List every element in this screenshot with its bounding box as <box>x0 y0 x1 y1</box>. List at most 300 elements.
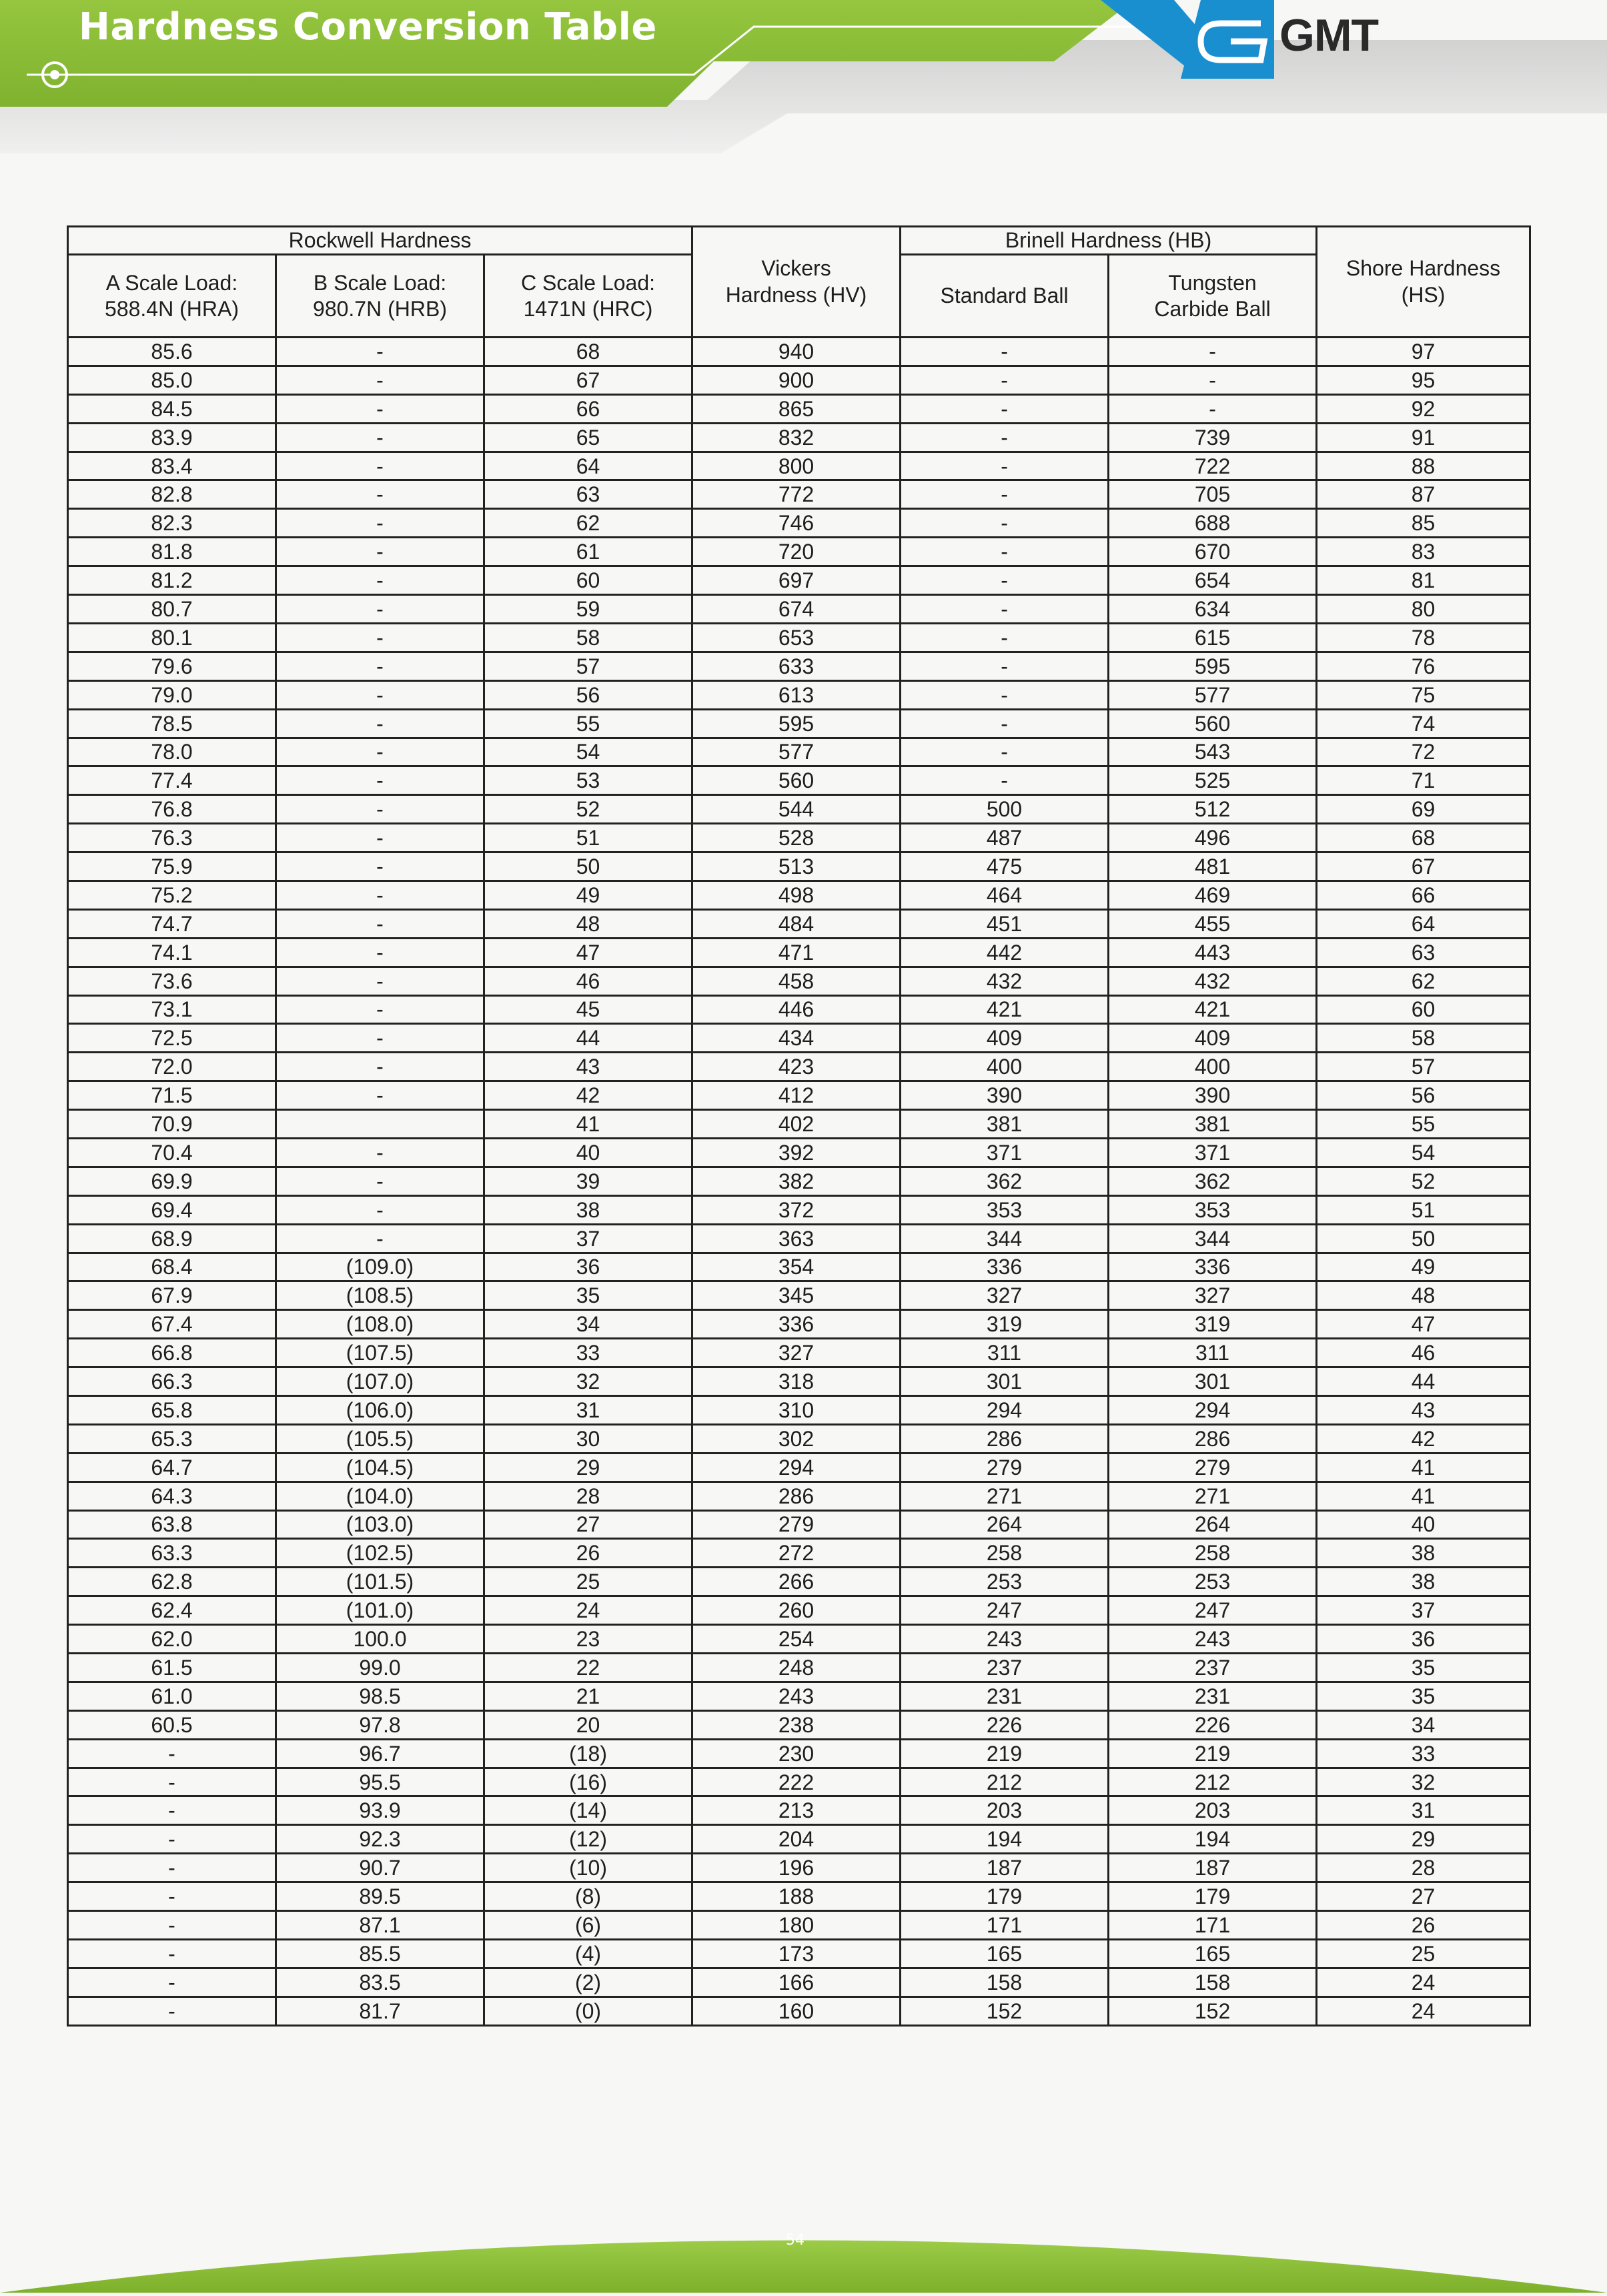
hs-cell: 80 <box>1317 595 1530 624</box>
hs-cell: 51 <box>1317 1195 1530 1224</box>
hrc-cell: 24 <box>484 1596 692 1625</box>
hv-cell: 354 <box>692 1253 901 1281</box>
hb-standard-cell: - <box>901 652 1109 680</box>
hrc-cell: 62 <box>484 509 692 538</box>
hra-cell: 61.5 <box>68 1654 276 1682</box>
hb-standard-cell: 152 <box>901 1996 1109 2025</box>
hv-cell: 423 <box>692 1053 901 1081</box>
hv-cell: 412 <box>692 1081 901 1110</box>
hra-cell: 72.0 <box>68 1053 276 1081</box>
hb-tungsten-cell: - <box>1109 338 1317 366</box>
hb-standard-cell: 237 <box>901 1654 1109 1682</box>
hrb-cell: - <box>276 452 484 480</box>
hs-cell: 78 <box>1317 623 1530 652</box>
hrc-cell: 55 <box>484 709 692 738</box>
hra-cell: - <box>68 1939 276 1968</box>
hb-tungsten-cell: 353 <box>1109 1195 1317 1224</box>
hv-cell: 222 <box>692 1768 901 1796</box>
table-row <box>68 1453 1530 1482</box>
hb-standard-cell: - <box>901 595 1109 624</box>
hs-cell: 49 <box>1317 1253 1530 1281</box>
hb-tungsten-cell: 179 <box>1109 1882 1317 1911</box>
table-row <box>68 1825 1530 1854</box>
hrc-cell: 51 <box>484 824 692 852</box>
hb-tungsten-cell: 319 <box>1109 1310 1317 1339</box>
hb-tungsten-cell: 400 <box>1109 1053 1317 1081</box>
hrb-cell: - <box>276 766 484 795</box>
hb-tungsten-cell: 194 <box>1109 1825 1317 1854</box>
hrb-cell: (108.5) <box>276 1281 484 1310</box>
hra-cell: 76.8 <box>68 795 276 824</box>
hrb-cell: - <box>276 480 484 509</box>
hrc-cell: 44 <box>484 1024 692 1053</box>
table-row <box>68 1568 1530 1596</box>
hs-cell: 35 <box>1317 1682 1530 1710</box>
hb-standard-cell: 253 <box>901 1568 1109 1596</box>
table-row <box>68 909 1530 938</box>
hv-cell: 230 <box>692 1739 901 1768</box>
hrb-cell: - <box>276 995 484 1024</box>
hb-tungsten-cell: 212 <box>1109 1768 1317 1796</box>
hv-cell: 279 <box>692 1510 901 1539</box>
hb-standard-cell: 294 <box>901 1395 1109 1424</box>
hb-tungsten-cell: 421 <box>1109 995 1317 1024</box>
hra-cell: 75.9 <box>68 852 276 881</box>
hb-tungsten-cell: 294 <box>1109 1395 1317 1424</box>
hb-tungsten-cell: 615 <box>1109 623 1317 652</box>
hrb-cell: 100.0 <box>276 1625 484 1654</box>
hs-cell: 54 <box>1317 1138 1530 1167</box>
hb-standard-cell: - <box>901 766 1109 795</box>
hs-cell: 31 <box>1317 1796 1530 1825</box>
hb-tungsten-cell: 165 <box>1109 1939 1317 1968</box>
rockwell-group-header: Rockwell Hardness <box>68 227 692 255</box>
hrb-cell: (107.0) <box>276 1367 484 1396</box>
hrb-cell: (104.5) <box>276 1453 484 1482</box>
hs-cell: 58 <box>1317 1024 1530 1053</box>
hrc-cell: 26 <box>484 1539 692 1568</box>
hb-standard-cell: 353 <box>901 1195 1109 1224</box>
hra-cell: 85.6 <box>68 338 276 366</box>
tungsten-carbide-ball-header: Tungsten Carbide Ball <box>1109 255 1317 338</box>
hrc-cell: 23 <box>484 1625 692 1654</box>
table-row <box>68 1854 1530 1882</box>
hs-cell: 34 <box>1317 1710 1530 1739</box>
company-logo: GMT <box>1279 10 1379 61</box>
hs-cell: 27 <box>1317 1882 1530 1911</box>
hs-cell: 50 <box>1317 1224 1530 1253</box>
hb-tungsten-cell: 525 <box>1109 766 1317 795</box>
hrc-cell: 56 <box>484 680 692 709</box>
hrb-cell: 95.5 <box>276 1768 484 1796</box>
table-row <box>68 480 1530 509</box>
hs-cell: 83 <box>1317 538 1530 566</box>
hra-cell: 68.4 <box>68 1253 276 1281</box>
hb-tungsten-cell: 344 <box>1109 1224 1317 1253</box>
hb-standard-cell: 409 <box>901 1024 1109 1053</box>
hv-cell: 318 <box>692 1367 901 1396</box>
hra-cell: 67.4 <box>68 1310 276 1339</box>
hrb-cell: - <box>276 938 484 967</box>
table-row <box>68 1138 1530 1167</box>
hrb-cell: - <box>276 509 484 538</box>
hs-cell: 41 <box>1317 1482 1530 1510</box>
hb-standard-cell: - <box>901 366 1109 394</box>
hv-cell: 865 <box>692 394 901 423</box>
table-row <box>68 1367 1530 1396</box>
hra-cell: - <box>68 1768 276 1796</box>
hb-tungsten-cell: 512 <box>1109 795 1317 824</box>
hb-standard-cell: - <box>901 338 1109 366</box>
hrb-cell: 87.1 <box>276 1911 484 1940</box>
hrb-cell: - <box>276 738 484 766</box>
hrb-cell: - <box>276 423 484 452</box>
hrb-cell: 93.9 <box>276 1796 484 1825</box>
hra-cell: - <box>68 1882 276 1911</box>
hra-cell: 79.0 <box>68 680 276 709</box>
hrb-cell: - <box>276 795 484 824</box>
hb-standard-cell: 451 <box>901 909 1109 938</box>
table-row <box>68 1339 1530 1367</box>
hs-cell: 72 <box>1317 738 1530 766</box>
table-row <box>68 1768 1530 1796</box>
hra-cell: - <box>68 1796 276 1825</box>
hrb-cell: - <box>276 1167 484 1195</box>
hrb-cell: (106.0) <box>276 1395 484 1424</box>
hrb-cell: - <box>276 824 484 852</box>
hv-cell: 633 <box>692 652 901 680</box>
hv-cell: 260 <box>692 1596 901 1625</box>
hrb-cell: (101.0) <box>276 1596 484 1625</box>
hs-cell: 24 <box>1317 1968 1530 1996</box>
hrc-cell: 22 <box>484 1654 692 1682</box>
table-row <box>68 538 1530 566</box>
hrc-cell: 41 <box>484 1110 692 1139</box>
table-row <box>68 1510 1530 1539</box>
hrc-cell: (0) <box>484 1996 692 2025</box>
hb-tungsten-cell: 243 <box>1109 1625 1317 1654</box>
hra-cell: 75.2 <box>68 881 276 909</box>
hb-tungsten-cell: 253 <box>1109 1568 1317 1596</box>
hs-cell: 76 <box>1317 652 1530 680</box>
hra-cell: 79.6 <box>68 652 276 680</box>
hb-standard-cell: 231 <box>901 1682 1109 1710</box>
hs-cell: 56 <box>1317 1081 1530 1110</box>
hb-standard-cell: - <box>901 709 1109 738</box>
hra-cell: 64.7 <box>68 1453 276 1482</box>
hb-standard-cell: 179 <box>901 1882 1109 1911</box>
hrc-cell: 54 <box>484 738 692 766</box>
hb-standard-cell: - <box>901 480 1109 509</box>
hrc-cell: 47 <box>484 938 692 967</box>
hv-cell: 613 <box>692 680 901 709</box>
table-row <box>68 595 1530 624</box>
hs-cell: 24 <box>1317 1996 1530 2025</box>
hra-cell: 67.9 <box>68 1281 276 1310</box>
table-row <box>68 1710 1530 1739</box>
table-row <box>68 738 1530 766</box>
hrb-cell: - <box>276 680 484 709</box>
hrc-cell: 59 <box>484 595 692 624</box>
hardness-table-container <box>67 225 1529 2027</box>
hb-tungsten-cell: 432 <box>1109 967 1317 995</box>
hv-cell: 294 <box>692 1453 901 1482</box>
hra-cell: 80.1 <box>68 623 276 652</box>
hrb-cell: (108.0) <box>276 1310 484 1339</box>
hrc-cell: 29 <box>484 1453 692 1482</box>
hv-cell: 173 <box>692 1939 901 1968</box>
hb-tungsten-cell: - <box>1109 394 1317 423</box>
hra-cell: - <box>68 1854 276 1882</box>
hrb-cell: - <box>276 338 484 366</box>
hrb-cell: - <box>276 1024 484 1053</box>
hs-cell: 47 <box>1317 1310 1530 1339</box>
hra-cell: 85.0 <box>68 366 276 394</box>
hra-cell: 76.3 <box>68 824 276 852</box>
table-row <box>68 1195 1530 1224</box>
hrb-cell: - <box>276 538 484 566</box>
c-scale-header: C Scale Load: 1471N (HRC) <box>484 255 692 338</box>
hb-standard-cell: 319 <box>901 1310 1109 1339</box>
hs-cell: 97 <box>1317 338 1530 366</box>
hrb-cell: - <box>276 366 484 394</box>
hs-cell: 74 <box>1317 709 1530 738</box>
hb-tungsten-cell: 595 <box>1109 652 1317 680</box>
hra-cell: 72.5 <box>68 1024 276 1053</box>
table-row <box>68 1024 1530 1053</box>
hrb-cell: (102.5) <box>276 1539 484 1568</box>
hs-cell: 46 <box>1317 1339 1530 1367</box>
hra-cell: 83.4 <box>68 452 276 480</box>
hrc-cell: 50 <box>484 852 692 881</box>
hrc-cell: 37 <box>484 1224 692 1253</box>
hb-standard-cell: 171 <box>901 1911 1109 1940</box>
hrb-cell: - <box>276 566 484 595</box>
hb-standard-cell: 421 <box>901 995 1109 1024</box>
hrc-cell: 34 <box>484 1310 692 1339</box>
hs-cell: 29 <box>1317 1825 1530 1854</box>
hb-tungsten-cell: 688 <box>1109 509 1317 538</box>
hra-cell: 61.0 <box>68 1682 276 1710</box>
table-row <box>68 338 1530 366</box>
hs-cell: 38 <box>1317 1568 1530 1596</box>
standard-ball-header: Standard Ball <box>901 255 1109 338</box>
hrc-cell: 42 <box>484 1081 692 1110</box>
hv-cell: 434 <box>692 1024 901 1053</box>
hrb-cell: - <box>276 967 484 995</box>
hrc-cell: 39 <box>484 1167 692 1195</box>
hb-tungsten-cell: 455 <box>1109 909 1317 938</box>
hra-cell: 84.5 <box>68 394 276 423</box>
hra-cell: 65.8 <box>68 1395 276 1424</box>
table-row <box>68 1654 1530 1682</box>
hs-cell: 87 <box>1317 480 1530 509</box>
hv-cell: 402 <box>692 1110 901 1139</box>
table-row <box>68 824 1530 852</box>
hs-cell: 26 <box>1317 1911 1530 1940</box>
hra-cell: 70.4 <box>68 1138 276 1167</box>
hv-cell: 238 <box>692 1710 901 1739</box>
hrb-cell: (103.0) <box>276 1510 484 1539</box>
hra-cell: - <box>68 1911 276 1940</box>
hv-cell: 940 <box>692 338 901 366</box>
table-row <box>68 1053 1530 1081</box>
hrb-cell: 90.7 <box>276 1854 484 1882</box>
hb-standard-cell: 258 <box>901 1539 1109 1568</box>
hra-cell: 63.8 <box>68 1510 276 1539</box>
hs-cell: 95 <box>1317 366 1530 394</box>
hra-cell: 73.1 <box>68 995 276 1024</box>
hb-tungsten-cell: 481 <box>1109 852 1317 881</box>
hb-tungsten-cell: 327 <box>1109 1281 1317 1310</box>
hs-cell: 71 <box>1317 766 1530 795</box>
hb-standard-cell: 264 <box>901 1510 1109 1539</box>
hv-cell: 513 <box>692 852 901 881</box>
hra-cell: 78.5 <box>68 709 276 738</box>
hb-standard-cell: - <box>901 566 1109 595</box>
hrc-cell: 43 <box>484 1053 692 1081</box>
hra-cell: 71.5 <box>68 1081 276 1110</box>
hv-cell: 720 <box>692 538 901 566</box>
hv-cell: 832 <box>692 423 901 452</box>
hb-standard-cell: 279 <box>901 1453 1109 1482</box>
table-row <box>68 1224 1530 1253</box>
hra-cell: 65.3 <box>68 1424 276 1453</box>
hv-cell: 204 <box>692 1825 901 1854</box>
hv-cell: 266 <box>692 1568 901 1596</box>
hrc-cell: 36 <box>484 1253 692 1281</box>
b-scale-header: B Scale Load: 980.7N (HRB) <box>276 255 484 338</box>
hb-tungsten-cell: 543 <box>1109 738 1317 766</box>
hb-tungsten-cell: 226 <box>1109 1710 1317 1739</box>
table-row <box>68 1939 1530 1968</box>
hv-cell: 363 <box>692 1224 901 1253</box>
hb-tungsten-cell: 670 <box>1109 538 1317 566</box>
hrc-cell: 63 <box>484 480 692 509</box>
hb-standard-cell: 187 <box>901 1854 1109 1882</box>
hs-cell: 81 <box>1317 566 1530 595</box>
hb-tungsten-cell: 560 <box>1109 709 1317 738</box>
hb-tungsten-cell: 271 <box>1109 1482 1317 1510</box>
hb-standard-cell: 390 <box>901 1081 1109 1110</box>
hrc-cell: (10) <box>484 1854 692 1882</box>
hra-cell: 73.6 <box>68 967 276 995</box>
hrb-cell: 83.5 <box>276 1968 484 1996</box>
hs-cell: 25 <box>1317 1939 1530 1968</box>
hb-standard-cell: - <box>901 738 1109 766</box>
hrc-cell: 61 <box>484 538 692 566</box>
table-row <box>68 423 1530 452</box>
hb-tungsten-cell: 237 <box>1109 1654 1317 1682</box>
hrc-cell: 58 <box>484 623 692 652</box>
hb-standard-cell: 371 <box>901 1138 1109 1167</box>
vickers-header: Vickers Hardness (HV) <box>692 227 901 338</box>
hra-cell: 80.7 <box>68 595 276 624</box>
hrc-cell: 49 <box>484 881 692 909</box>
hv-cell: 243 <box>692 1682 901 1710</box>
hv-cell: 213 <box>692 1796 901 1825</box>
hv-cell: 345 <box>692 1281 901 1310</box>
hs-cell: 38 <box>1317 1539 1530 1568</box>
hrb-cell: - <box>276 652 484 680</box>
hra-cell: 69.4 <box>68 1195 276 1224</box>
hrb-cell: - <box>276 1053 484 1081</box>
table-row <box>68 795 1530 824</box>
hv-cell: 498 <box>692 881 901 909</box>
hs-cell: 41 <box>1317 1453 1530 1482</box>
hrc-cell: (2) <box>484 1968 692 1996</box>
hs-cell: 85 <box>1317 509 1530 538</box>
table-row <box>68 452 1530 480</box>
hv-cell: 674 <box>692 595 901 624</box>
hrc-cell: 20 <box>484 1710 692 1739</box>
hrc-cell: (6) <box>484 1911 692 1940</box>
hra-cell: 74.1 <box>68 938 276 967</box>
hrb-cell: (109.0) <box>276 1253 484 1281</box>
hrc-cell: 21 <box>484 1682 692 1710</box>
hs-cell: 60 <box>1317 995 1530 1024</box>
hrb-cell: - <box>276 1195 484 1224</box>
shore-header: Shore Hardness (HS) <box>1317 227 1530 338</box>
hrc-cell: 66 <box>484 394 692 423</box>
hrc-cell: 45 <box>484 995 692 1024</box>
hrc-cell: 53 <box>484 766 692 795</box>
hb-tungsten-cell: 152 <box>1109 1996 1317 2025</box>
hrc-cell: 25 <box>484 1568 692 1596</box>
hb-standard-cell: - <box>901 509 1109 538</box>
hb-tungsten-cell: 634 <box>1109 595 1317 624</box>
hs-cell: 33 <box>1317 1739 1530 1768</box>
hrc-cell: 31 <box>484 1395 692 1424</box>
hra-cell: 66.8 <box>68 1339 276 1367</box>
hv-cell: 484 <box>692 909 901 938</box>
table-row <box>68 566 1530 595</box>
hb-tungsten-cell: 577 <box>1109 680 1317 709</box>
hv-cell: 653 <box>692 623 901 652</box>
table-row <box>68 1395 1530 1424</box>
table-body <box>68 338 1530 2026</box>
hrb-cell: - <box>276 623 484 652</box>
hv-cell: 286 <box>692 1482 901 1510</box>
hrb-cell: (105.5) <box>276 1424 484 1453</box>
hv-cell: 272 <box>692 1539 901 1568</box>
hb-tungsten-cell: 371 <box>1109 1138 1317 1167</box>
table-row <box>68 680 1530 709</box>
hrc-cell: 65 <box>484 423 692 452</box>
table-row <box>68 394 1530 423</box>
hv-cell: 900 <box>692 366 901 394</box>
table-row <box>68 1911 1530 1940</box>
hrc-cell: 48 <box>484 909 692 938</box>
hrc-cell: 67 <box>484 366 692 394</box>
table-row <box>68 1796 1530 1825</box>
hs-cell: 40 <box>1317 1510 1530 1539</box>
hb-standard-cell: 381 <box>901 1110 1109 1139</box>
table-row <box>68 1882 1530 1911</box>
hrc-cell: 40 <box>484 1138 692 1167</box>
hb-standard-cell: 247 <box>901 1596 1109 1625</box>
hb-standard-cell: 344 <box>901 1224 1109 1253</box>
table-row <box>68 652 1530 680</box>
hb-standard-cell: 464 <box>901 881 1109 909</box>
table-row <box>68 1625 1530 1654</box>
hrb-cell: - <box>276 394 484 423</box>
hb-standard-cell: 311 <box>901 1339 1109 1367</box>
hrc-cell: 60 <box>484 566 692 595</box>
hb-tungsten-cell: 496 <box>1109 824 1317 852</box>
hb-standard-cell: 286 <box>901 1424 1109 1453</box>
hb-standard-cell: - <box>901 452 1109 480</box>
